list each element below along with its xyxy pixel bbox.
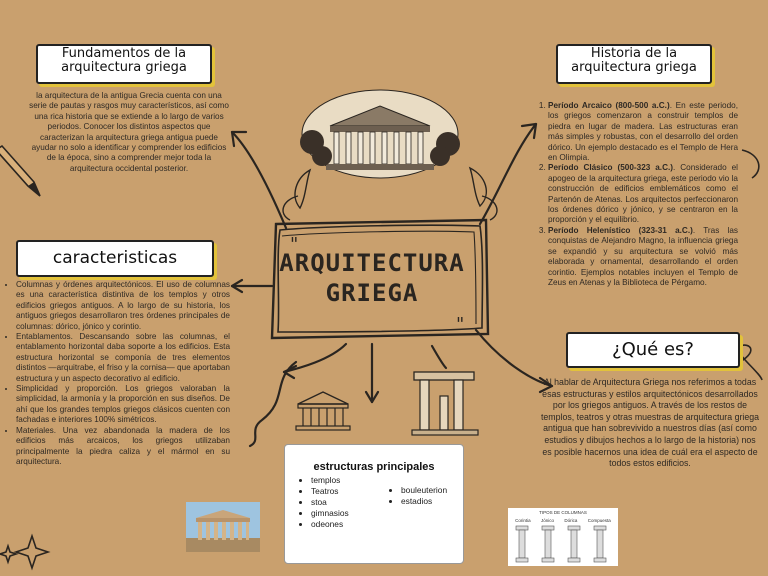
column-label: Dórica (564, 518, 578, 523)
parthenon-photo (186, 502, 260, 552)
historia-list (536, 101, 738, 288)
list-item: • odeones (311, 519, 349, 530)
ruins-columns-icon (410, 366, 482, 438)
caracteristica-item: • Materiales. Una vez abandonada la madera de los edificios más arcaicos, los griegos utilizaban principalmente la piedra caliza y el mármol en su arquitectura. (16, 426, 230, 468)
caracteristica-item: • Columnas y órdenes arquitectónicos. El uso de columnas es una característica distintiva de los templos y otros edificios griegos antiguos. A lo largo de su historia, los antiguos griegos desarrollaron tres órdenes principales de columnas: dórico, jónico y corintio. (16, 280, 230, 332)
estructuras-title: estructuras principales (313, 461, 435, 473)
svg-text:": " (456, 314, 465, 335)
fundamentos-text: la arquitectura de la antigua Grecia cuenta con una serie de pautas y rasgos muy característicos, así como una rica historia que se extiende a lo largo de varios periodos. Conocer los distintos aspectos que caracterizan la arquitectura griega antigua puede ayudar no solo a identificar y comprender los edificios de la época, sino a comprender mejor toda la arquitectura occidental posterior. (29, 91, 229, 173)
column-types-title: TIPOS DE COLUMNAS (539, 510, 587, 515)
que-es-title: ¿Qué es? (612, 339, 694, 360)
list-item: • stoa (311, 497, 349, 508)
estructuras-box (284, 444, 464, 564)
historia-title: Historia de la arquitectura griega (571, 46, 697, 75)
historia-header (556, 44, 712, 84)
list-item: • bouleuterion (401, 485, 447, 496)
historia-item: 2. Período Clásico (500-323 a.C.). Considerado el apogeo de la arquitectura griega, este periodo vio la construcción de edificios emblemáticos como el Partenón de Atenas. Los arquitectos perfeccionaron los órdenes dórico y jónico, y se centraron en la proporción y el equilibrio. (548, 163, 738, 225)
caracteristicas-title: caracteristicas (52, 248, 178, 268)
caracteristica-item: • Simplicidad y proporción. Los griegos valoraban la simplicidad, la armonía y la proporción en sus diseños. De ahí que los grandes templos griegos clásicos cuenten con fachadas e interiores 100% simétricos. (16, 384, 230, 426)
fundamentos-header (36, 44, 212, 84)
estructuras-list-1 (299, 475, 349, 530)
column-label: Compuesta (587, 518, 611, 523)
estructuras-list-2 (389, 485, 447, 507)
column-types-image (508, 508, 618, 566)
column-drawings (508, 524, 618, 564)
list-item: • gimnasios (311, 508, 349, 519)
que-es-header (566, 332, 740, 368)
que-es-text: Al hablar de Arquitectura Griega nos referimos a todas esas estructuras y estilos arquitectónicos desarrollados por los griegos antiguos. A través de los restos de templos, teatros y otras muestras de arquitectura griega antigua que han sobrevivido a nuestros días (así como estudios y dibujos hechos a lo largo de la historia) nos es posible hacernos una idea de cuál era el aspecto de todos estos edificios. (540, 377, 760, 469)
list-item: • estadios (401, 496, 447, 507)
caracteristica-item: • Entablamentos. Descansando sobre las columnas, el entablamento horizontal daba soporte a los edificios. Esta estructura horizontal se componía de tres elementos distintos —arquitrabe, el friso y la cornisa— que aportaban estructura y un aspecto decorativo al edificio. (16, 332, 230, 384)
caracteristicas-list (6, 280, 230, 467)
svg-text:": " (290, 234, 299, 255)
main-title: ARQUITECTURA GRIEGA (279, 249, 465, 307)
column-label: Jónico (541, 518, 555, 523)
temple-engraving-image (300, 86, 460, 182)
historia-item: 3. Período Helenístico (323-31 a.C.). Tras las conquistas de Alejandro Magno, la influencia griega se expandió y su arquitectura se volvió más elaborada y ornamental, desarrollando el orden corintio. Ejemplos notables incluyen el Templo de Zeus en Atenas y la Biblioteca de Pérgamo. (548, 226, 738, 288)
historia-item: 1. Período Arcaico (800-500 a.C.). En este periodo, los griegos comenzaron a construir templos de piedra en lugar de madera. Las estructuras eran más simples y robustas, con el desarrollo del orden dórico. Un ejemplo destacado es el Templo de Hera en Olimpia. (548, 101, 738, 163)
caracteristicas-header (16, 240, 214, 277)
list-item: • Teatros (311, 486, 349, 497)
fundamentos-title: Fundamentos de la arquitectura griega (61, 46, 187, 75)
temple-sketch-icon (294, 390, 352, 434)
list-item: • templos (311, 475, 349, 486)
column-label: Corintia (515, 518, 531, 523)
